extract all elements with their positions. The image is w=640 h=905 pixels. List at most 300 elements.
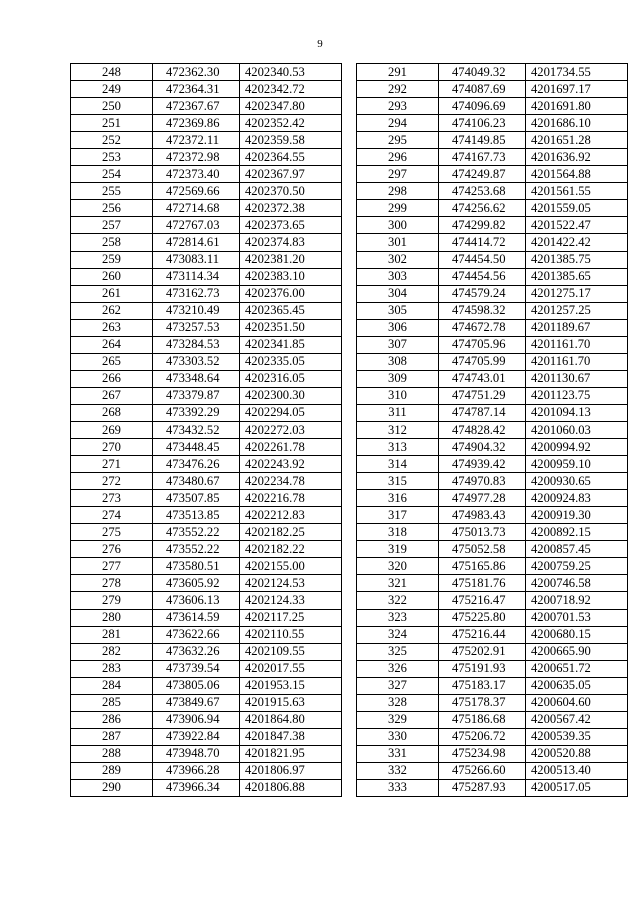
table-row	[71, 728, 342, 745]
point-number-cell: 332	[357, 762, 439, 779]
x-coordinate-cell: 475206.72	[439, 728, 526, 745]
y-coordinate-cell: 4202381.20	[240, 251, 342, 268]
table-row	[71, 115, 342, 132]
table-row	[71, 575, 342, 592]
y-coordinate-cell: 4200759.25	[526, 558, 628, 575]
y-coordinate-cell: 4200857.45	[526, 541, 628, 558]
y-coordinate-cell: 4202347.80	[240, 98, 342, 115]
x-coordinate-cell: 474743.01	[439, 370, 526, 387]
table-row	[71, 643, 342, 660]
table-row	[71, 592, 342, 609]
x-coordinate-cell: 474828.42	[439, 421, 526, 438]
table-row	[71, 745, 342, 762]
y-coordinate-cell: 4201806.97	[240, 762, 342, 779]
y-coordinate-cell: 4201422.42	[526, 234, 628, 251]
x-coordinate-cell: 475202.91	[439, 643, 526, 660]
table-row	[71, 762, 342, 779]
table-row	[71, 319, 342, 336]
y-coordinate-cell: 4202352.42	[240, 115, 342, 132]
table-row	[71, 200, 342, 217]
y-coordinate-cell: 4201094.13	[526, 404, 628, 421]
x-coordinate-cell: 474149.85	[439, 132, 526, 149]
x-coordinate-cell: 474579.24	[439, 285, 526, 302]
table-row	[357, 166, 628, 183]
y-coordinate-cell: 4202182.22	[240, 541, 342, 558]
x-coordinate-cell: 474167.73	[439, 149, 526, 166]
table-row	[357, 200, 628, 217]
x-coordinate-cell: 473805.06	[153, 677, 240, 694]
y-coordinate-cell: 4201847.38	[240, 728, 342, 745]
x-coordinate-cell: 473580.51	[153, 558, 240, 575]
y-coordinate-cell: 4202124.53	[240, 575, 342, 592]
table-row	[357, 387, 628, 404]
table-row	[357, 711, 628, 728]
point-number-cell: 272	[71, 473, 153, 490]
point-number-cell: 282	[71, 643, 153, 660]
point-number-cell: 263	[71, 319, 153, 336]
y-coordinate-cell: 4202272.03	[240, 421, 342, 438]
point-number-cell: 283	[71, 660, 153, 677]
point-number-cell: 249	[71, 81, 153, 98]
table-row	[71, 149, 342, 166]
point-number-cell: 290	[71, 779, 153, 796]
y-coordinate-cell: 4201060.03	[526, 421, 628, 438]
x-coordinate-cell: 472814.61	[153, 234, 240, 251]
y-coordinate-cell: 4201561.55	[526, 183, 628, 200]
point-number-cell: 271	[71, 456, 153, 473]
x-coordinate-cell: 474970.83	[439, 473, 526, 490]
point-number-cell: 305	[357, 302, 439, 319]
y-coordinate-cell: 4201691.80	[526, 98, 628, 115]
x-coordinate-cell: 475216.44	[439, 626, 526, 643]
table-row	[357, 439, 628, 456]
y-coordinate-cell: 4202383.10	[240, 268, 342, 285]
x-coordinate-cell: 474983.43	[439, 507, 526, 524]
point-number-cell: 284	[71, 677, 153, 694]
table-row	[357, 626, 628, 643]
x-coordinate-cell: 472372.98	[153, 149, 240, 166]
table-row	[357, 404, 628, 421]
y-coordinate-cell: 4202370.50	[240, 183, 342, 200]
point-number-cell: 319	[357, 541, 439, 558]
x-coordinate-cell: 475052.58	[439, 541, 526, 558]
y-coordinate-cell: 4202373.65	[240, 217, 342, 234]
table-row	[357, 64, 628, 81]
y-coordinate-cell: 4200604.60	[526, 694, 628, 711]
point-number-cell: 308	[357, 353, 439, 370]
y-coordinate-cell: 4202374.83	[240, 234, 342, 251]
point-number-cell: 276	[71, 541, 153, 558]
table-row	[71, 609, 342, 626]
y-coordinate-cell: 4202212.83	[240, 507, 342, 524]
y-coordinate-cell: 4202300.30	[240, 387, 342, 404]
coordinates-table-right-body	[357, 64, 628, 797]
y-coordinate-cell: 4201559.05	[526, 200, 628, 217]
y-coordinate-cell: 4201522.47	[526, 217, 628, 234]
x-coordinate-cell: 473392.29	[153, 404, 240, 421]
point-number-cell: 313	[357, 439, 439, 456]
x-coordinate-cell: 475186.68	[439, 711, 526, 728]
y-coordinate-cell: 4200513.40	[526, 762, 628, 779]
x-coordinate-cell: 473480.67	[153, 473, 240, 490]
x-coordinate-cell: 473606.13	[153, 592, 240, 609]
point-number-cell: 296	[357, 149, 439, 166]
x-coordinate-cell: 474939.42	[439, 456, 526, 473]
table-row	[71, 387, 342, 404]
table-row	[71, 64, 342, 81]
y-coordinate-cell: 4200924.83	[526, 490, 628, 507]
point-number-cell: 260	[71, 268, 153, 285]
table-row	[357, 728, 628, 745]
x-coordinate-cell: 473739.54	[153, 660, 240, 677]
point-number-cell: 268	[71, 404, 153, 421]
table-row	[357, 81, 628, 98]
table-row	[71, 353, 342, 370]
table-row	[71, 626, 342, 643]
y-coordinate-cell: 4202294.05	[240, 404, 342, 421]
x-coordinate-cell: 474705.99	[439, 353, 526, 370]
point-number-cell: 294	[357, 115, 439, 132]
x-coordinate-cell: 473906.94	[153, 711, 240, 728]
x-coordinate-cell: 472367.67	[153, 98, 240, 115]
x-coordinate-cell: 473552.22	[153, 524, 240, 541]
point-number-cell: 307	[357, 336, 439, 353]
point-number-cell: 312	[357, 421, 439, 438]
x-coordinate-cell: 472569.66	[153, 183, 240, 200]
x-coordinate-cell: 474249.87	[439, 166, 526, 183]
table-row	[71, 234, 342, 251]
y-coordinate-cell: 4201734.55	[526, 64, 628, 81]
x-coordinate-cell: 472372.11	[153, 132, 240, 149]
y-coordinate-cell: 4201189.67	[526, 319, 628, 336]
x-coordinate-cell: 472369.86	[153, 115, 240, 132]
x-coordinate-cell: 473303.52	[153, 353, 240, 370]
point-number-cell: 273	[71, 490, 153, 507]
coordinates-table-left-body	[71, 64, 342, 797]
x-coordinate-cell: 473513.85	[153, 507, 240, 524]
table-row	[357, 421, 628, 438]
point-number-cell: 254	[71, 166, 153, 183]
table-row	[357, 353, 628, 370]
x-coordinate-cell: 474751.29	[439, 387, 526, 404]
point-number-cell: 330	[357, 728, 439, 745]
point-number-cell: 274	[71, 507, 153, 524]
point-number-cell: 306	[357, 319, 439, 336]
table-row	[357, 490, 628, 507]
point-number-cell: 288	[71, 745, 153, 762]
y-coordinate-cell: 4200994.92	[526, 439, 628, 456]
point-number-cell: 287	[71, 728, 153, 745]
x-coordinate-cell: 473432.52	[153, 421, 240, 438]
page-number: 9	[317, 38, 323, 50]
x-coordinate-cell: 474256.62	[439, 200, 526, 217]
y-coordinate-cell: 4201651.28	[526, 132, 628, 149]
table-row	[357, 234, 628, 251]
y-coordinate-cell: 4200959.10	[526, 456, 628, 473]
x-coordinate-cell: 473476.26	[153, 456, 240, 473]
point-number-cell: 252	[71, 132, 153, 149]
point-number-cell: 321	[357, 575, 439, 592]
table-row	[357, 541, 628, 558]
y-coordinate-cell: 4202261.78	[240, 439, 342, 456]
x-coordinate-cell: 473114.34	[153, 268, 240, 285]
y-coordinate-cell: 4200930.65	[526, 473, 628, 490]
y-coordinate-cell: 4201161.70	[526, 353, 628, 370]
x-coordinate-cell: 473083.11	[153, 251, 240, 268]
point-number-cell: 327	[357, 677, 439, 694]
y-coordinate-cell: 4201161.70	[526, 336, 628, 353]
point-number-cell: 314	[357, 456, 439, 473]
y-coordinate-cell: 4200651.72	[526, 660, 628, 677]
table-row	[357, 558, 628, 575]
table-row	[357, 762, 628, 779]
point-number-cell: 264	[71, 336, 153, 353]
x-coordinate-cell: 473348.64	[153, 370, 240, 387]
x-coordinate-cell: 475181.76	[439, 575, 526, 592]
point-number-cell: 259	[71, 251, 153, 268]
x-coordinate-cell: 473614.59	[153, 609, 240, 626]
point-number-cell: 281	[71, 626, 153, 643]
point-number-cell: 333	[357, 779, 439, 796]
y-coordinate-cell: 4200919.30	[526, 507, 628, 524]
table-row	[71, 370, 342, 387]
point-number-cell: 255	[71, 183, 153, 200]
table-row	[357, 694, 628, 711]
y-coordinate-cell: 4202017.55	[240, 660, 342, 677]
y-coordinate-cell: 4202367.97	[240, 166, 342, 183]
x-coordinate-cell: 474977.28	[439, 490, 526, 507]
x-coordinate-cell: 474705.96	[439, 336, 526, 353]
table-row	[357, 575, 628, 592]
y-coordinate-cell: 4202372.38	[240, 200, 342, 217]
x-coordinate-cell: 472364.31	[153, 81, 240, 98]
table-row	[71, 183, 342, 200]
table-row	[357, 745, 628, 762]
x-coordinate-cell: 473284.53	[153, 336, 240, 353]
table-row	[357, 370, 628, 387]
x-coordinate-cell: 475178.37	[439, 694, 526, 711]
table-row	[71, 677, 342, 694]
y-coordinate-cell: 4200567.42	[526, 711, 628, 728]
x-coordinate-cell: 472714.68	[153, 200, 240, 217]
point-number-cell: 253	[71, 149, 153, 166]
x-coordinate-cell: 474672.78	[439, 319, 526, 336]
point-number-cell: 322	[357, 592, 439, 609]
y-coordinate-cell: 4202351.50	[240, 319, 342, 336]
y-coordinate-cell: 4201636.92	[526, 149, 628, 166]
table-row	[71, 421, 342, 438]
point-number-cell: 292	[357, 81, 439, 98]
x-coordinate-cell: 473162.73	[153, 285, 240, 302]
point-number-cell: 262	[71, 302, 153, 319]
point-number-cell: 323	[357, 609, 439, 626]
y-coordinate-cell: 4201686.10	[526, 115, 628, 132]
y-coordinate-cell: 4202243.92	[240, 456, 342, 473]
y-coordinate-cell: 4202234.78	[240, 473, 342, 490]
y-coordinate-cell: 4202376.00	[240, 285, 342, 302]
table-row	[357, 473, 628, 490]
x-coordinate-cell: 473966.34	[153, 779, 240, 796]
x-coordinate-cell: 473448.45	[153, 439, 240, 456]
point-number-cell: 267	[71, 387, 153, 404]
point-number-cell: 298	[357, 183, 439, 200]
y-coordinate-cell: 4200718.92	[526, 592, 628, 609]
table-row	[71, 268, 342, 285]
y-coordinate-cell: 4202340.53	[240, 64, 342, 81]
x-coordinate-cell: 475165.86	[439, 558, 526, 575]
point-number-cell: 320	[357, 558, 439, 575]
y-coordinate-cell: 4201806.88	[240, 779, 342, 796]
y-coordinate-cell: 4202365.45	[240, 302, 342, 319]
table-row	[71, 81, 342, 98]
y-coordinate-cell: 4202110.55	[240, 626, 342, 643]
point-number-cell: 303	[357, 268, 439, 285]
y-coordinate-cell: 4200701.53	[526, 609, 628, 626]
table-row	[71, 524, 342, 541]
x-coordinate-cell: 475234.98	[439, 745, 526, 762]
point-number-cell: 325	[357, 643, 439, 660]
point-number-cell: 258	[71, 234, 153, 251]
x-coordinate-cell: 473966.28	[153, 762, 240, 779]
x-coordinate-cell: 473257.53	[153, 319, 240, 336]
y-coordinate-cell: 4202155.00	[240, 558, 342, 575]
point-number-cell: 256	[71, 200, 153, 217]
x-coordinate-cell: 473605.92	[153, 575, 240, 592]
x-coordinate-cell: 472373.40	[153, 166, 240, 183]
table-row	[357, 524, 628, 541]
table-row	[71, 490, 342, 507]
table-row	[71, 98, 342, 115]
y-coordinate-cell: 4201385.65	[526, 268, 628, 285]
point-number-cell: 324	[357, 626, 439, 643]
table-row	[357, 677, 628, 694]
y-coordinate-cell: 4200746.58	[526, 575, 628, 592]
table-row	[357, 268, 628, 285]
y-coordinate-cell: 4200680.15	[526, 626, 628, 643]
y-coordinate-cell: 4201953.15	[240, 677, 342, 694]
point-number-cell: 266	[71, 370, 153, 387]
y-coordinate-cell: 4202316.05	[240, 370, 342, 387]
x-coordinate-cell: 473622.66	[153, 626, 240, 643]
x-coordinate-cell: 474454.50	[439, 251, 526, 268]
y-coordinate-cell: 4201864.80	[240, 711, 342, 728]
x-coordinate-cell: 472362.30	[153, 64, 240, 81]
point-number-cell: 275	[71, 524, 153, 541]
y-coordinate-cell: 4201697.17	[526, 81, 628, 98]
table-row	[71, 558, 342, 575]
table-row	[71, 711, 342, 728]
table-row	[71, 217, 342, 234]
table-row	[357, 251, 628, 268]
x-coordinate-cell: 473849.67	[153, 694, 240, 711]
table-row	[71, 439, 342, 456]
point-number-cell: 265	[71, 353, 153, 370]
table-row	[71, 541, 342, 558]
x-coordinate-cell: 474087.69	[439, 81, 526, 98]
table-row	[357, 779, 628, 796]
y-coordinate-cell: 4200539.35	[526, 728, 628, 745]
point-number-cell: 302	[357, 251, 439, 268]
point-number-cell: 299	[357, 200, 439, 217]
table-row	[357, 319, 628, 336]
table-row	[71, 166, 342, 183]
x-coordinate-cell: 474299.82	[439, 217, 526, 234]
x-coordinate-cell: 473948.70	[153, 745, 240, 762]
point-number-cell: 279	[71, 592, 153, 609]
point-number-cell: 269	[71, 421, 153, 438]
table-row	[357, 507, 628, 524]
point-number-cell: 280	[71, 609, 153, 626]
table-row	[71, 694, 342, 711]
table-row	[357, 336, 628, 353]
table-row	[357, 592, 628, 609]
x-coordinate-cell: 474598.32	[439, 302, 526, 319]
x-coordinate-cell: 475266.60	[439, 762, 526, 779]
point-number-cell: 270	[71, 439, 153, 456]
x-coordinate-cell: 475191.93	[439, 660, 526, 677]
table-row	[71, 285, 342, 302]
point-number-cell: 316	[357, 490, 439, 507]
y-coordinate-cell: 4202216.78	[240, 490, 342, 507]
x-coordinate-cell: 474106.23	[439, 115, 526, 132]
x-coordinate-cell: 475183.17	[439, 677, 526, 694]
point-number-cell: 285	[71, 694, 153, 711]
point-number-cell: 291	[357, 64, 439, 81]
table-row	[71, 251, 342, 268]
x-coordinate-cell: 473379.87	[153, 387, 240, 404]
table-row	[357, 609, 628, 626]
point-number-cell: 329	[357, 711, 439, 728]
x-coordinate-cell: 474414.72	[439, 234, 526, 251]
table-row	[357, 302, 628, 319]
y-coordinate-cell: 4202342.72	[240, 81, 342, 98]
point-number-cell: 315	[357, 473, 439, 490]
point-number-cell: 297	[357, 166, 439, 183]
y-coordinate-cell: 4201564.88	[526, 166, 628, 183]
x-coordinate-cell: 474049.32	[439, 64, 526, 81]
table-row	[357, 285, 628, 302]
point-number-cell: 311	[357, 404, 439, 421]
point-number-cell: 317	[357, 507, 439, 524]
x-coordinate-cell: 475013.73	[439, 524, 526, 541]
x-coordinate-cell: 474454.56	[439, 268, 526, 285]
y-coordinate-cell: 4202182.25	[240, 524, 342, 541]
point-number-cell: 309	[357, 370, 439, 387]
table-row	[357, 115, 628, 132]
x-coordinate-cell: 473552.22	[153, 541, 240, 558]
point-number-cell: 326	[357, 660, 439, 677]
x-coordinate-cell: 473507.85	[153, 490, 240, 507]
table-row	[71, 404, 342, 421]
x-coordinate-cell: 473922.84	[153, 728, 240, 745]
y-coordinate-cell: 4200635.05	[526, 677, 628, 694]
coordinates-table-left	[70, 63, 342, 797]
x-coordinate-cell: 474904.32	[439, 439, 526, 456]
table-row	[71, 473, 342, 490]
point-number-cell: 295	[357, 132, 439, 149]
point-number-cell: 300	[357, 217, 439, 234]
point-number-cell: 251	[71, 115, 153, 132]
point-number-cell: 301	[357, 234, 439, 251]
point-number-cell: 250	[71, 98, 153, 115]
y-coordinate-cell: 4201275.17	[526, 285, 628, 302]
y-coordinate-cell: 4201385.75	[526, 251, 628, 268]
point-number-cell: 261	[71, 285, 153, 302]
y-coordinate-cell: 4201915.63	[240, 694, 342, 711]
point-number-cell: 248	[71, 64, 153, 81]
x-coordinate-cell: 474096.69	[439, 98, 526, 115]
y-coordinate-cell: 4201257.25	[526, 302, 628, 319]
